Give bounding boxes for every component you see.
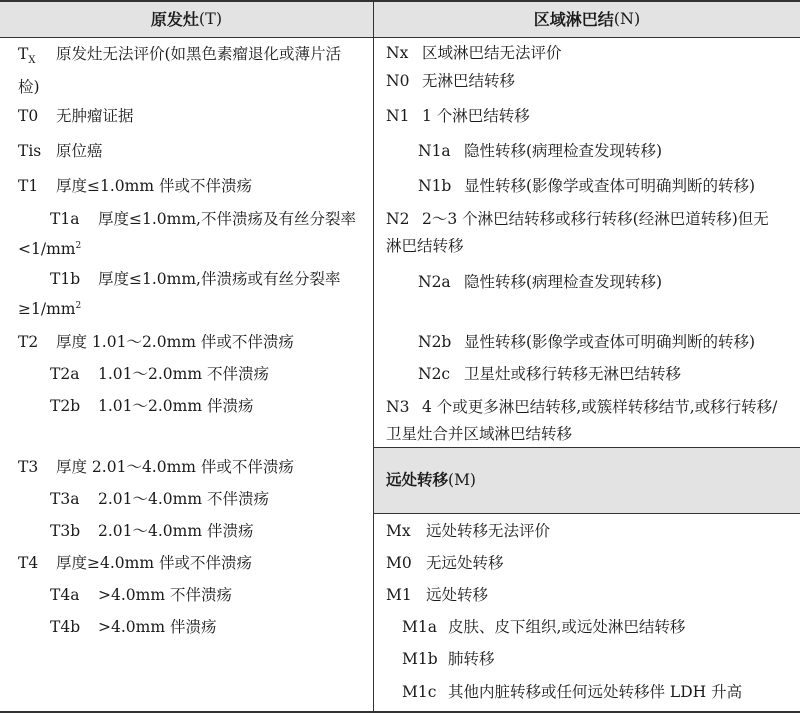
text-n0: 无淋巴结转移 bbox=[422, 72, 516, 90]
text-t4: 厚度≥4.0mm 伴或不伴溃疡 bbox=[56, 554, 252, 572]
row-t2a bbox=[50, 362, 269, 387]
row-tx bbox=[18, 41, 358, 101]
text-t3a: 2.01～4.0mm 不伴溃疡 bbox=[98, 490, 269, 508]
row-n1 bbox=[386, 104, 530, 129]
header-primary-tumor bbox=[0, 0, 373, 37]
header-primary-bold: 原发灶 bbox=[150, 10, 199, 29]
row-n1b bbox=[418, 174, 755, 199]
row-m1b bbox=[402, 647, 495, 672]
code-nx: Nx bbox=[386, 44, 409, 62]
text-tx: 原发灶无法评价(如黑色素瘤退化或薄片活检) bbox=[18, 45, 342, 97]
code-n3: N3 bbox=[386, 398, 410, 416]
text-t2: 厚度 1.01～2.0mm 伴或不伴溃疡 bbox=[56, 333, 294, 351]
text-n3: 4 个或更多淋巴结转移,或簇样转移结节,或移行转移/卫星灶合并区域淋巴结转移 bbox=[386, 398, 778, 443]
row-m1a bbox=[402, 615, 685, 640]
header-regional-nodes bbox=[374, 0, 800, 37]
row-t0 bbox=[18, 104, 134, 129]
text-m0: 无远处转移 bbox=[426, 554, 504, 572]
text-t4b: >4.0mm 伴溃疡 bbox=[98, 618, 217, 636]
text-n2c: 卫星灶或移行转移无淋巴结转移 bbox=[464, 365, 682, 383]
text-n1b: 显性转移(影像学或查体可明确判断的转移) bbox=[464, 177, 756, 195]
code-m1b: M1b bbox=[402, 650, 438, 668]
text-t1: 厚度≤1.0mm 伴或不伴溃疡 bbox=[56, 177, 252, 195]
row-t3 bbox=[18, 455, 294, 480]
text-nx: 区域淋巴结无法评价 bbox=[422, 44, 562, 62]
sup-t1b: 2 bbox=[75, 301, 82, 311]
header-primary-code: (T) bbox=[198, 9, 223, 28]
row-n0 bbox=[386, 69, 515, 94]
text-t0: 无肿瘤证据 bbox=[56, 107, 134, 125]
code-m0: M0 bbox=[386, 554, 412, 572]
text-t4a: >4.0mm 不伴溃疡 bbox=[98, 586, 232, 604]
code-t1: T1 bbox=[18, 177, 39, 195]
code-t1b: T1b bbox=[50, 270, 81, 288]
code-t0: T0 bbox=[18, 107, 39, 125]
row-m1c bbox=[402, 680, 742, 705]
row-t1 bbox=[18, 174, 252, 199]
row-nx bbox=[386, 41, 562, 66]
row-n2 bbox=[386, 206, 784, 260]
row-n2a bbox=[418, 270, 662, 295]
text-n1a: 隐性转移(病理检查发现转移) bbox=[464, 142, 663, 160]
text-t1a: 厚度≤1.0mm,不伴溃疡及有丝分裂率<1/mm bbox=[18, 210, 356, 259]
text-tis: 原位癌 bbox=[56, 142, 103, 160]
row-t1a bbox=[18, 206, 358, 263]
header-nodes-bold: 区域淋巴结 bbox=[533, 10, 614, 29]
column-divider bbox=[373, 0, 374, 713]
code-t3a: T3a bbox=[50, 490, 80, 508]
row-n2b bbox=[418, 330, 755, 355]
code-n2c: N2c bbox=[418, 365, 451, 383]
text-n2: 2～3 个淋巴结转移或移行转移(经淋巴道转移)但无淋巴结转移 bbox=[386, 210, 769, 255]
text-t3b: 2.01～4.0mm 伴溃疡 bbox=[98, 522, 254, 540]
code-tx bbox=[18, 41, 56, 74]
top-rule bbox=[0, 0, 800, 2]
code-tx-sub: X bbox=[28, 55, 36, 67]
row-t2 bbox=[18, 330, 294, 355]
metastasis-title bbox=[386, 468, 476, 493]
row-t3b bbox=[50, 519, 254, 544]
code-t3b: T3b bbox=[50, 522, 81, 540]
metastasis-title-bold: 远处转移 bbox=[386, 471, 449, 489]
row-t4a bbox=[50, 583, 232, 608]
text-n1: 1 个淋巴结转移 bbox=[422, 107, 530, 125]
code-t4a: T4a bbox=[50, 586, 80, 604]
code-n2: N2 bbox=[386, 210, 410, 228]
code-t4b: T4b bbox=[50, 618, 81, 636]
code-t1a: T1a bbox=[50, 210, 80, 228]
row-m1 bbox=[386, 583, 488, 608]
text-t2a: 1.01～2.0mm 不伴溃疡 bbox=[98, 365, 269, 383]
row-t1b bbox=[18, 266, 358, 323]
code-t2a: T2a bbox=[50, 365, 80, 383]
code-m1c: M1c bbox=[402, 683, 437, 701]
row-t4b bbox=[50, 615, 216, 640]
row-n3 bbox=[386, 394, 784, 448]
code-mx: Mx bbox=[386, 522, 411, 540]
text-m1: 远处转移 bbox=[426, 586, 489, 604]
row-n1a bbox=[418, 139, 662, 164]
text-t2b: 1.01～2.0mm 伴溃疡 bbox=[98, 397, 254, 415]
m-bottom-rule bbox=[374, 513, 800, 514]
row-n2c bbox=[418, 362, 681, 387]
text-t3: 厚度 2.01～4.0mm 伴或不伴溃疡 bbox=[56, 458, 294, 476]
code-n1a: N1a bbox=[418, 142, 451, 160]
code-n1b: N1b bbox=[418, 177, 452, 195]
row-mx bbox=[386, 519, 550, 544]
metastasis-title-code: (M) bbox=[448, 471, 476, 489]
code-n2b: N2b bbox=[418, 333, 452, 351]
header-rule bbox=[0, 37, 800, 38]
text-t1b: 厚度≤1.0mm,伴溃疡或有丝分裂率≥1/mm bbox=[18, 270, 341, 319]
row-tis bbox=[18, 139, 103, 164]
header-nodes-code: (N) bbox=[613, 9, 641, 28]
row-t3a bbox=[50, 487, 269, 512]
row-m0 bbox=[386, 551, 504, 576]
row-t4 bbox=[18, 551, 252, 576]
code-t4: T4 bbox=[18, 554, 39, 572]
code-n1: N1 bbox=[386, 107, 410, 125]
text-mx: 远处转移无法评价 bbox=[426, 522, 551, 540]
text-n2b: 显性转移(影像学或查体可明确判断的转移) bbox=[464, 333, 756, 351]
row-t2b bbox=[50, 394, 254, 419]
text-n2a: 隐性转移(病理检查发现转移) bbox=[464, 273, 663, 291]
text-m1b: 肺转移 bbox=[448, 650, 495, 668]
sup-t1a: 2 bbox=[75, 241, 82, 251]
text-m1c: 其他内脏转移或任何远处转移伴 LDH 升高 bbox=[448, 683, 743, 701]
code-n2a: N2a bbox=[418, 273, 451, 291]
text-m1a: 皮肤、皮下组织,或远处淋巴结转移 bbox=[448, 618, 686, 636]
code-t2b: T2b bbox=[50, 397, 81, 415]
code-n0: N0 bbox=[386, 72, 410, 90]
code-m1: M1 bbox=[386, 586, 412, 604]
code-t2: T2 bbox=[18, 333, 39, 351]
code-t3: T3 bbox=[18, 458, 39, 476]
code-tx-main: T bbox=[18, 45, 29, 63]
code-m1a: M1a bbox=[402, 618, 437, 636]
code-tis: Tis bbox=[18, 142, 42, 160]
